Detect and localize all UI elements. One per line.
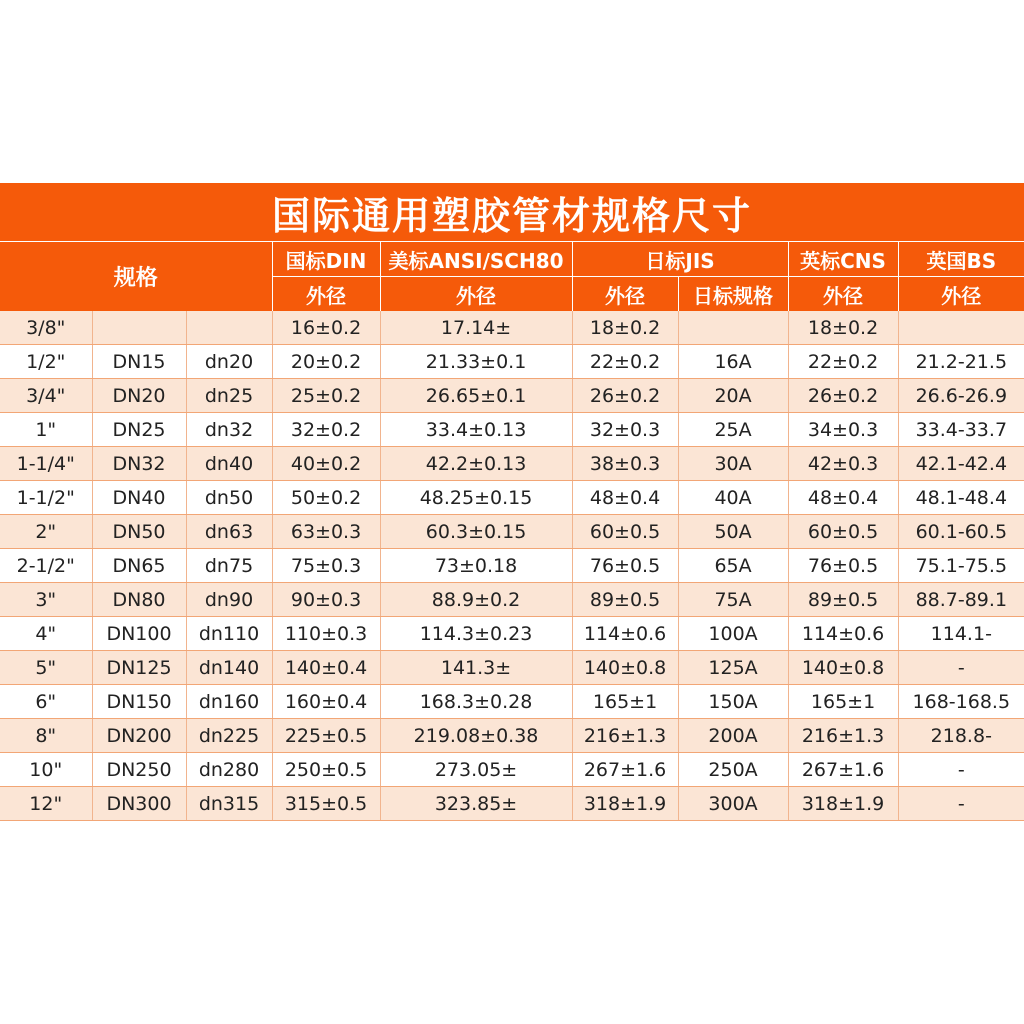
cell-din-od: 250±0.5 xyxy=(272,753,380,787)
cell-jis-od: 216±1.3 xyxy=(572,719,678,753)
cell-jis-spec: 125A xyxy=(678,651,788,685)
cell-din-od: 225±0.5 xyxy=(272,719,380,753)
header-bs: 英国BS xyxy=(898,242,1024,277)
cell-inch-size: 1-1/4" xyxy=(0,447,92,481)
cell-ansi-od: 114.3±0.23 xyxy=(380,617,572,651)
cell-dn-od: dn40 xyxy=(186,447,272,481)
cell-bs-od: 88.7-89.1 xyxy=(898,583,1024,617)
cell-dn-od: dn32 xyxy=(186,413,272,447)
cell-dn-od xyxy=(186,311,272,345)
cell-jis-spec: 16A xyxy=(678,345,788,379)
cell-cns-od: 165±1 xyxy=(788,685,898,719)
table-row xyxy=(0,787,1024,821)
cell-inch-size: 3" xyxy=(0,583,92,617)
cell-dn-size: DN25 xyxy=(92,413,186,447)
cell-ansi-od: 273.05± xyxy=(380,753,572,787)
cell-dn-size: DN250 xyxy=(92,753,186,787)
table-row xyxy=(0,515,1024,549)
cell-jis-spec: 20A xyxy=(678,379,788,413)
table-row xyxy=(0,549,1024,583)
cell-ansi-od: 33.4±0.13 xyxy=(380,413,572,447)
cell-jis-spec: 300A xyxy=(678,787,788,821)
cell-inch-size: 2-1/2" xyxy=(0,549,92,583)
cell-dn-od: dn225 xyxy=(186,719,272,753)
cell-dn-size: DN20 xyxy=(92,379,186,413)
table-row xyxy=(0,753,1024,787)
header-spec: 规格 xyxy=(0,242,272,312)
cell-jis-od: 18±0.2 xyxy=(572,311,678,345)
cell-jis-spec: 65A xyxy=(678,549,788,583)
cell-ansi-od: 88.9±0.2 xyxy=(380,583,572,617)
cell-jis-od: 38±0.3 xyxy=(572,447,678,481)
cell-jis-od: 48±0.4 xyxy=(572,481,678,515)
cell-inch-size: 5" xyxy=(0,651,92,685)
header-cns: 英标CNS xyxy=(788,242,898,277)
cell-din-od: 75±0.3 xyxy=(272,549,380,583)
cell-din-od: 110±0.3 xyxy=(272,617,380,651)
cell-dn-size: DN32 xyxy=(92,447,186,481)
cell-din-od: 63±0.3 xyxy=(272,515,380,549)
cell-dn-od: dn140 xyxy=(186,651,272,685)
cell-dn-od: dn63 xyxy=(186,515,272,549)
cell-dn-od: dn25 xyxy=(186,379,272,413)
cell-dn-size: DN65 xyxy=(92,549,186,583)
cell-dn-size: DN80 xyxy=(92,583,186,617)
cell-dn-od: dn315 xyxy=(186,787,272,821)
subheader-bs-od: 外径 xyxy=(898,277,1024,312)
cell-cns-od: 76±0.5 xyxy=(788,549,898,583)
cell-din-od: 160±0.4 xyxy=(272,685,380,719)
pipe-spec-table xyxy=(0,241,1024,821)
cell-ansi-od: 21.33±0.1 xyxy=(380,345,572,379)
cell-dn-size: DN150 xyxy=(92,685,186,719)
cell-inch-size: 6" xyxy=(0,685,92,719)
cell-dn-size xyxy=(92,311,186,345)
cell-cns-od: 140±0.8 xyxy=(788,651,898,685)
cell-ansi-od: 141.3± xyxy=(380,651,572,685)
table-row xyxy=(0,379,1024,413)
table-row xyxy=(0,447,1024,481)
cell-inch-size: 10" xyxy=(0,753,92,787)
cell-inch-size: 3/4" xyxy=(0,379,92,413)
header-row-groups xyxy=(0,242,1024,277)
subheader-ansi-od: 外径 xyxy=(380,277,572,312)
cell-cns-od: 60±0.5 xyxy=(788,515,898,549)
cell-din-od: 25±0.2 xyxy=(272,379,380,413)
cell-inch-size: 1/2" xyxy=(0,345,92,379)
cell-din-od: 50±0.2 xyxy=(272,481,380,515)
cell-bs-od xyxy=(898,311,1024,345)
subheader-jis-spec: 日标规格 xyxy=(678,277,788,312)
cell-ansi-od: 17.14± xyxy=(380,311,572,345)
table-row xyxy=(0,345,1024,379)
cell-dn-size: DN50 xyxy=(92,515,186,549)
cell-ansi-od: 26.65±0.1 xyxy=(380,379,572,413)
cell-jis-od: 32±0.3 xyxy=(572,413,678,447)
cell-bs-od: 26.6-26.9 xyxy=(898,379,1024,413)
cell-jis-spec: 30A xyxy=(678,447,788,481)
header-din: 国标DIN xyxy=(272,242,380,277)
cell-dn-od: dn75 xyxy=(186,549,272,583)
cell-jis-od: 60±0.5 xyxy=(572,515,678,549)
cell-jis-od: 114±0.6 xyxy=(572,617,678,651)
cell-din-od: 315±0.5 xyxy=(272,787,380,821)
cell-cns-od: 318±1.9 xyxy=(788,787,898,821)
cell-bs-od: 21.2-21.5 xyxy=(898,345,1024,379)
cell-bs-od: - xyxy=(898,651,1024,685)
cell-inch-size: 1" xyxy=(0,413,92,447)
cell-bs-od: - xyxy=(898,787,1024,821)
cell-cns-od: 22±0.2 xyxy=(788,345,898,379)
cell-jis-od: 22±0.2 xyxy=(572,345,678,379)
table-row xyxy=(0,413,1024,447)
cell-jis-spec: 50A xyxy=(678,515,788,549)
cell-jis-spec: 200A xyxy=(678,719,788,753)
cell-inch-size: 12" xyxy=(0,787,92,821)
table-title: 国际通用塑胶管材规格尺寸 xyxy=(0,183,1024,241)
cell-dn-od: dn90 xyxy=(186,583,272,617)
cell-inch-size: 1-1/2" xyxy=(0,481,92,515)
header-ansi: 美标ANSI/SCH80 xyxy=(380,242,572,277)
cell-jis-spec xyxy=(678,311,788,345)
cell-jis-spec: 25A xyxy=(678,413,788,447)
subheader-jis-od: 外径 xyxy=(572,277,678,312)
cell-dn-od: dn50 xyxy=(186,481,272,515)
cell-ansi-od: 60.3±0.15 xyxy=(380,515,572,549)
cell-jis-spec: 100A xyxy=(678,617,788,651)
cell-dn-size: DN100 xyxy=(92,617,186,651)
header-jis: 日标JIS xyxy=(572,242,788,277)
cell-inch-size: 4" xyxy=(0,617,92,651)
cell-dn-od: dn110 xyxy=(186,617,272,651)
cell-cns-od: 89±0.5 xyxy=(788,583,898,617)
cell-ansi-od: 219.08±0.38 xyxy=(380,719,572,753)
cell-bs-od: 42.1-42.4 xyxy=(898,447,1024,481)
cell-bs-od: 48.1-48.4 xyxy=(898,481,1024,515)
cell-jis-od: 267±1.6 xyxy=(572,753,678,787)
cell-bs-od: 33.4-33.7 xyxy=(898,413,1024,447)
cell-cns-od: 42±0.3 xyxy=(788,447,898,481)
pipe-spec-sheet xyxy=(0,183,1024,821)
table-row xyxy=(0,685,1024,719)
table-row xyxy=(0,583,1024,617)
cell-bs-od: - xyxy=(898,753,1024,787)
subheader-cns-od: 外径 xyxy=(788,277,898,312)
cell-ansi-od: 48.25±0.15 xyxy=(380,481,572,515)
cell-din-od: 16±0.2 xyxy=(272,311,380,345)
table-row xyxy=(0,311,1024,345)
cell-din-od: 32±0.2 xyxy=(272,413,380,447)
cell-dn-od: dn280 xyxy=(186,753,272,787)
cell-inch-size: 8" xyxy=(0,719,92,753)
cell-jis-od: 318±1.9 xyxy=(572,787,678,821)
cell-dn-size: DN15 xyxy=(92,345,186,379)
cell-dn-size: DN125 xyxy=(92,651,186,685)
cell-jis-od: 165±1 xyxy=(572,685,678,719)
cell-jis-od: 76±0.5 xyxy=(572,549,678,583)
cell-jis-spec: 40A xyxy=(678,481,788,515)
cell-dn-size: DN200 xyxy=(92,719,186,753)
cell-bs-od: 60.1-60.5 xyxy=(898,515,1024,549)
cell-dn-size: DN300 xyxy=(92,787,186,821)
cell-din-od: 40±0.2 xyxy=(272,447,380,481)
table-row xyxy=(0,481,1024,515)
cell-jis-od: 89±0.5 xyxy=(572,583,678,617)
cell-cns-od: 18±0.2 xyxy=(788,311,898,345)
cell-jis-od: 26±0.2 xyxy=(572,379,678,413)
cell-cns-od: 34±0.3 xyxy=(788,413,898,447)
table-row xyxy=(0,617,1024,651)
cell-din-od: 20±0.2 xyxy=(272,345,380,379)
cell-bs-od: 168-168.5 xyxy=(898,685,1024,719)
cell-cns-od: 48±0.4 xyxy=(788,481,898,515)
cell-bs-od: 75.1-75.5 xyxy=(898,549,1024,583)
table-row xyxy=(0,651,1024,685)
cell-dn-od: dn160 xyxy=(186,685,272,719)
cell-ansi-od: 42.2±0.13 xyxy=(380,447,572,481)
cell-bs-od: 218.8- xyxy=(898,719,1024,753)
cell-ansi-od: 323.85± xyxy=(380,787,572,821)
cell-inch-size: 3/8" xyxy=(0,311,92,345)
cell-din-od: 90±0.3 xyxy=(272,583,380,617)
cell-jis-spec: 250A xyxy=(678,753,788,787)
cell-jis-od: 140±0.8 xyxy=(572,651,678,685)
cell-cns-od: 114±0.6 xyxy=(788,617,898,651)
cell-ansi-od: 168.3±0.28 xyxy=(380,685,572,719)
cell-inch-size: 2" xyxy=(0,515,92,549)
cell-cns-od: 267±1.6 xyxy=(788,753,898,787)
cell-din-od: 140±0.4 xyxy=(272,651,380,685)
cell-bs-od: 114.1- xyxy=(898,617,1024,651)
table-row xyxy=(0,719,1024,753)
cell-jis-spec: 75A xyxy=(678,583,788,617)
cell-cns-od: 26±0.2 xyxy=(788,379,898,413)
cell-dn-size: DN40 xyxy=(92,481,186,515)
subheader-din-od: 外径 xyxy=(272,277,380,312)
cell-dn-od: dn20 xyxy=(186,345,272,379)
table-body xyxy=(0,311,1024,821)
cell-ansi-od: 73±0.18 xyxy=(380,549,572,583)
cell-jis-spec: 150A xyxy=(678,685,788,719)
cell-cns-od: 216±1.3 xyxy=(788,719,898,753)
